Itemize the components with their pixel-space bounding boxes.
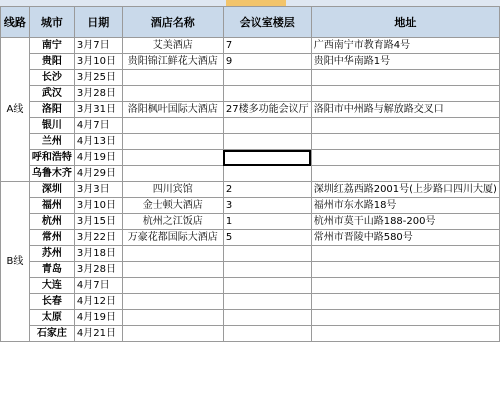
cell-address[interactable]: 福州市东水路18号	[311, 198, 499, 214]
section-a-label[interactable]: A线	[1, 38, 30, 182]
cell-city[interactable]: 南宁	[29, 38, 74, 54]
cell-room[interactable]: 27楼多功能会议厅	[223, 102, 311, 118]
cell-hotel[interactable]	[122, 150, 223, 166]
cell-date[interactable]: 3月15日	[74, 214, 122, 230]
cell-city[interactable]: 太原	[29, 310, 74, 326]
cell-date[interactable]: 4月12日	[74, 294, 122, 310]
cell-hotel[interactable]	[122, 86, 223, 102]
cell-room[interactable]	[223, 278, 311, 294]
schedule-table	[0, 6, 500, 342]
cell-date[interactable]: 3月7日	[74, 38, 122, 54]
header-address[interactable]: 地址	[311, 7, 499, 38]
cell-address[interactable]	[311, 70, 499, 86]
cell-room[interactable]	[223, 310, 311, 326]
cell-hotel[interactable]	[122, 262, 223, 278]
cell-date[interactable]: 3月18日	[74, 246, 122, 262]
cell-address[interactable]	[311, 150, 499, 166]
cell-city[interactable]: 武汉	[29, 86, 74, 102]
section-b-label[interactable]: B线	[1, 182, 30, 342]
header-hotel[interactable]: 酒店名称	[122, 7, 223, 38]
cell-hotel[interactable]	[122, 326, 223, 342]
table-row	[1, 86, 500, 102]
table-row	[1, 278, 500, 294]
table-row	[1, 54, 500, 70]
table-row	[1, 38, 500, 54]
table-row	[1, 214, 500, 230]
cell-city[interactable]: 苏州	[29, 246, 74, 262]
table-row	[1, 70, 500, 86]
cell-address[interactable]	[311, 166, 499, 182]
cell-date[interactable]: 4月21日	[74, 326, 122, 342]
cell-address[interactable]: 杭州市莫干山路188-200号	[311, 214, 499, 230]
cell-city[interactable]: 贵阳	[29, 54, 74, 70]
cell-room[interactable]: 2	[223, 182, 311, 198]
cell-date[interactable]: 3月10日	[74, 54, 122, 70]
cell-address[interactable]	[311, 326, 499, 342]
cell-room[interactable]	[223, 262, 311, 278]
cell-hotel[interactable]: 金士顿大酒店	[122, 198, 223, 214]
cell-room[interactable]: 9	[223, 54, 311, 70]
cell-hotel[interactable]	[122, 166, 223, 182]
cell-room[interactable]	[223, 246, 311, 262]
cell-city[interactable]: 石家庄	[29, 326, 74, 342]
cell-hotel[interactable]: 艾美酒店	[122, 38, 223, 54]
cell-city[interactable]: 兰州	[29, 134, 74, 150]
cell-address[interactable]: 贵阳中华南路1号	[311, 54, 499, 70]
table-row	[1, 294, 500, 310]
cell-city[interactable]: 银川	[29, 118, 74, 134]
cell-date[interactable]: 3月3日	[74, 182, 122, 198]
cell-hotel[interactable]: 洛阳枫叶国际大酒店	[122, 102, 223, 118]
cell-date[interactable]: 4月19日	[74, 310, 122, 326]
cell-city[interactable]: 长沙	[29, 70, 74, 86]
table-row	[1, 134, 500, 150]
cell-address[interactable]	[311, 262, 499, 278]
cell-city[interactable]: 青岛	[29, 262, 74, 278]
cell-date[interactable]: 4月13日	[74, 134, 122, 150]
table-row	[1, 310, 500, 326]
cell-date[interactable]: 4月7日	[74, 278, 122, 294]
table-row	[1, 150, 500, 166]
cell-room[interactable]	[223, 150, 311, 166]
cell-hotel[interactable]	[122, 134, 223, 150]
cell-date[interactable]: 3月28日	[74, 262, 122, 278]
table-row	[1, 198, 500, 214]
cell-room[interactable]	[223, 70, 311, 86]
cell-room[interactable]: 3	[223, 198, 311, 214]
cell-hotel[interactable]	[122, 70, 223, 86]
cell-date[interactable]: 3月22日	[74, 230, 122, 246]
cell-date[interactable]: 4月19日	[74, 150, 122, 166]
cell-hotel[interactable]: 杭州之江饭店	[122, 214, 223, 230]
cell-address[interactable]	[311, 310, 499, 326]
cell-hotel[interactable]	[122, 246, 223, 262]
cell-room[interactable]: 5	[223, 230, 311, 246]
cell-hotel[interactable]	[122, 118, 223, 134]
header-room[interactable]: 会议室楼层	[223, 7, 311, 38]
cell-room[interactable]: 7	[223, 38, 311, 54]
cell-address[interactable]	[311, 246, 499, 262]
cell-hotel[interactable]	[122, 294, 223, 310]
cell-hotel[interactable]	[122, 278, 223, 294]
table-row	[1, 262, 500, 278]
cell-address[interactable]	[311, 278, 499, 294]
table-row	[1, 118, 500, 134]
cell-hotel[interactable]: 万豪花都国际大酒店	[122, 230, 223, 246]
cell-date[interactable]: 4月29日	[74, 166, 122, 182]
cell-room[interactable]	[223, 134, 311, 150]
table-row	[1, 230, 500, 246]
cell-date[interactable]: 3月10日	[74, 198, 122, 214]
cell-address[interactable]	[311, 134, 499, 150]
cell-address[interactable]: 广西南宁市教育路4号	[311, 38, 499, 54]
cell-address[interactable]: 深圳红荔西路2001号(上步路口四川大厦)	[311, 182, 499, 198]
cell-hotel[interactable]	[122, 310, 223, 326]
cell-address[interactable]: 洛阳市中州路与解放路交叉口	[311, 102, 499, 118]
header-line[interactable]: 线路	[1, 7, 30, 38]
cell-city[interactable]: 乌鲁木齐	[29, 166, 74, 182]
cell-room[interactable]	[223, 294, 311, 310]
cell-address[interactable]	[311, 118, 499, 134]
table-row	[1, 246, 500, 262]
table-row	[1, 102, 500, 118]
cell-room[interactable]	[223, 326, 311, 342]
cell-city[interactable]: 深圳	[29, 182, 74, 198]
table-row	[1, 182, 500, 198]
cell-city[interactable]: 长春	[29, 294, 74, 310]
cell-date[interactable]: 3月28日	[74, 86, 122, 102]
cell-address[interactable]	[311, 86, 499, 102]
cell-city[interactable]: 呼和浩特	[29, 150, 74, 166]
cell-city[interactable]: 大连	[29, 278, 74, 294]
cell-room[interactable]	[223, 86, 311, 102]
cell-room[interactable]	[223, 118, 311, 134]
cell-city[interactable]: 洛阳	[29, 102, 74, 118]
cell-hotel[interactable]: 贵阳锦江鲜花大酒店	[122, 54, 223, 70]
table-row	[1, 326, 500, 342]
cell-room[interactable]	[223, 166, 311, 182]
cell-room[interactable]: 1	[223, 214, 311, 230]
cell-city[interactable]: 常州	[29, 230, 74, 246]
cell-hotel[interactable]: 四川宾馆	[122, 182, 223, 198]
cell-date[interactable]: 3月25日	[74, 70, 122, 86]
cell-address[interactable]	[311, 294, 499, 310]
cell-address[interactable]: 常州市晋陵中路580号	[311, 230, 499, 246]
cell-city[interactable]: 杭州	[29, 214, 74, 230]
header-city[interactable]: 城市	[29, 7, 74, 38]
cell-city[interactable]: 福州	[29, 198, 74, 214]
cell-date[interactable]: 4月7日	[74, 118, 122, 134]
cell-date[interactable]: 3月31日	[74, 102, 122, 118]
table-row	[1, 166, 500, 182]
header-date[interactable]: 日期	[74, 7, 122, 38]
header-row	[1, 7, 500, 38]
